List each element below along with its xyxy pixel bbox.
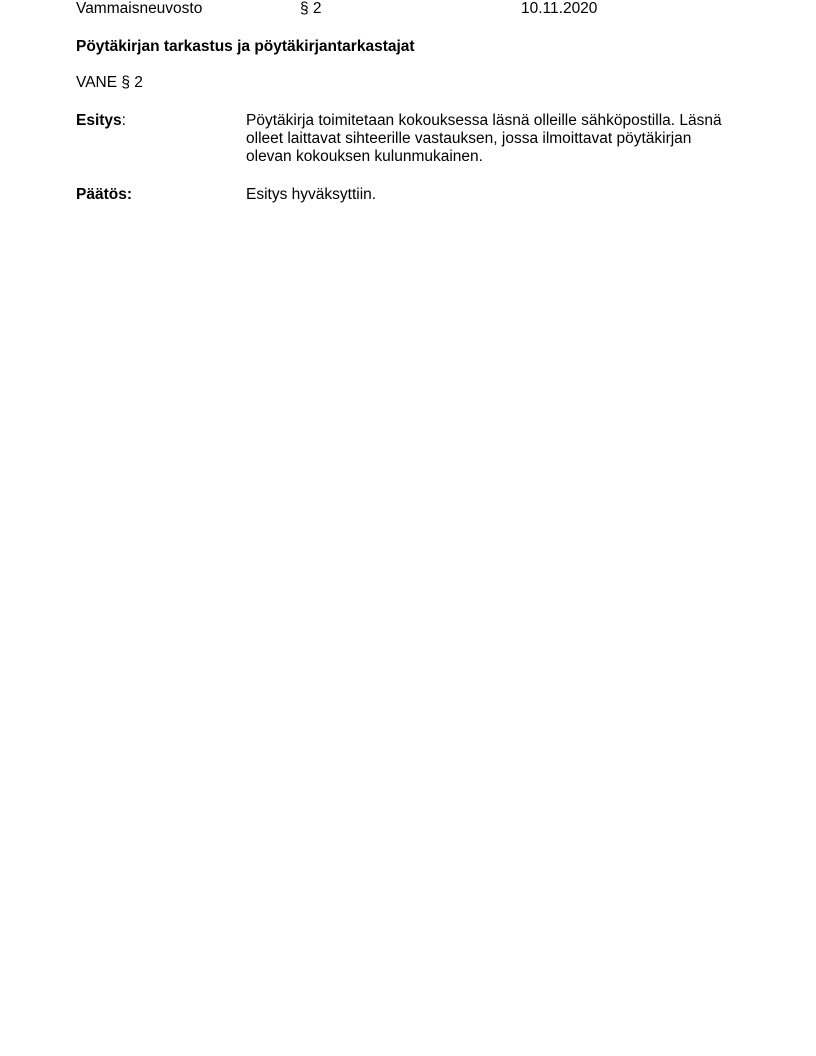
decision-label [76,186,132,204]
header-organization: Vammaisneuvosto [76,0,203,17]
proposal-line: Pöytäkirja toimitetaan kokouksessa läsnä olleille sähköpostilla. Läsnä [246,112,722,129]
header-section-number: § 2 [300,0,322,17]
decision-label-text: Päätös: [76,186,132,203]
header-date: 10.11.2020 [521,0,598,17]
item-reference: VANE § 2 [76,74,143,91]
proposal-text [246,112,746,166]
proposal-label [76,112,126,130]
proposal-line: olleet laittavat sihteerille vastauksen, jossa ilmoittavat pöytäkirjan [246,130,692,147]
proposal-line: olevan kokouksen kulunmukainen. [246,148,483,165]
item-title: Pöytäkirjan tarkastus ja pöytäkirjantarkastajat [76,38,415,55]
decision-text: Esitys hyväksyttiin. [246,186,377,203]
proposal-label-colon: : [121,112,126,129]
proposal-label-text: Esitys [76,112,122,129]
